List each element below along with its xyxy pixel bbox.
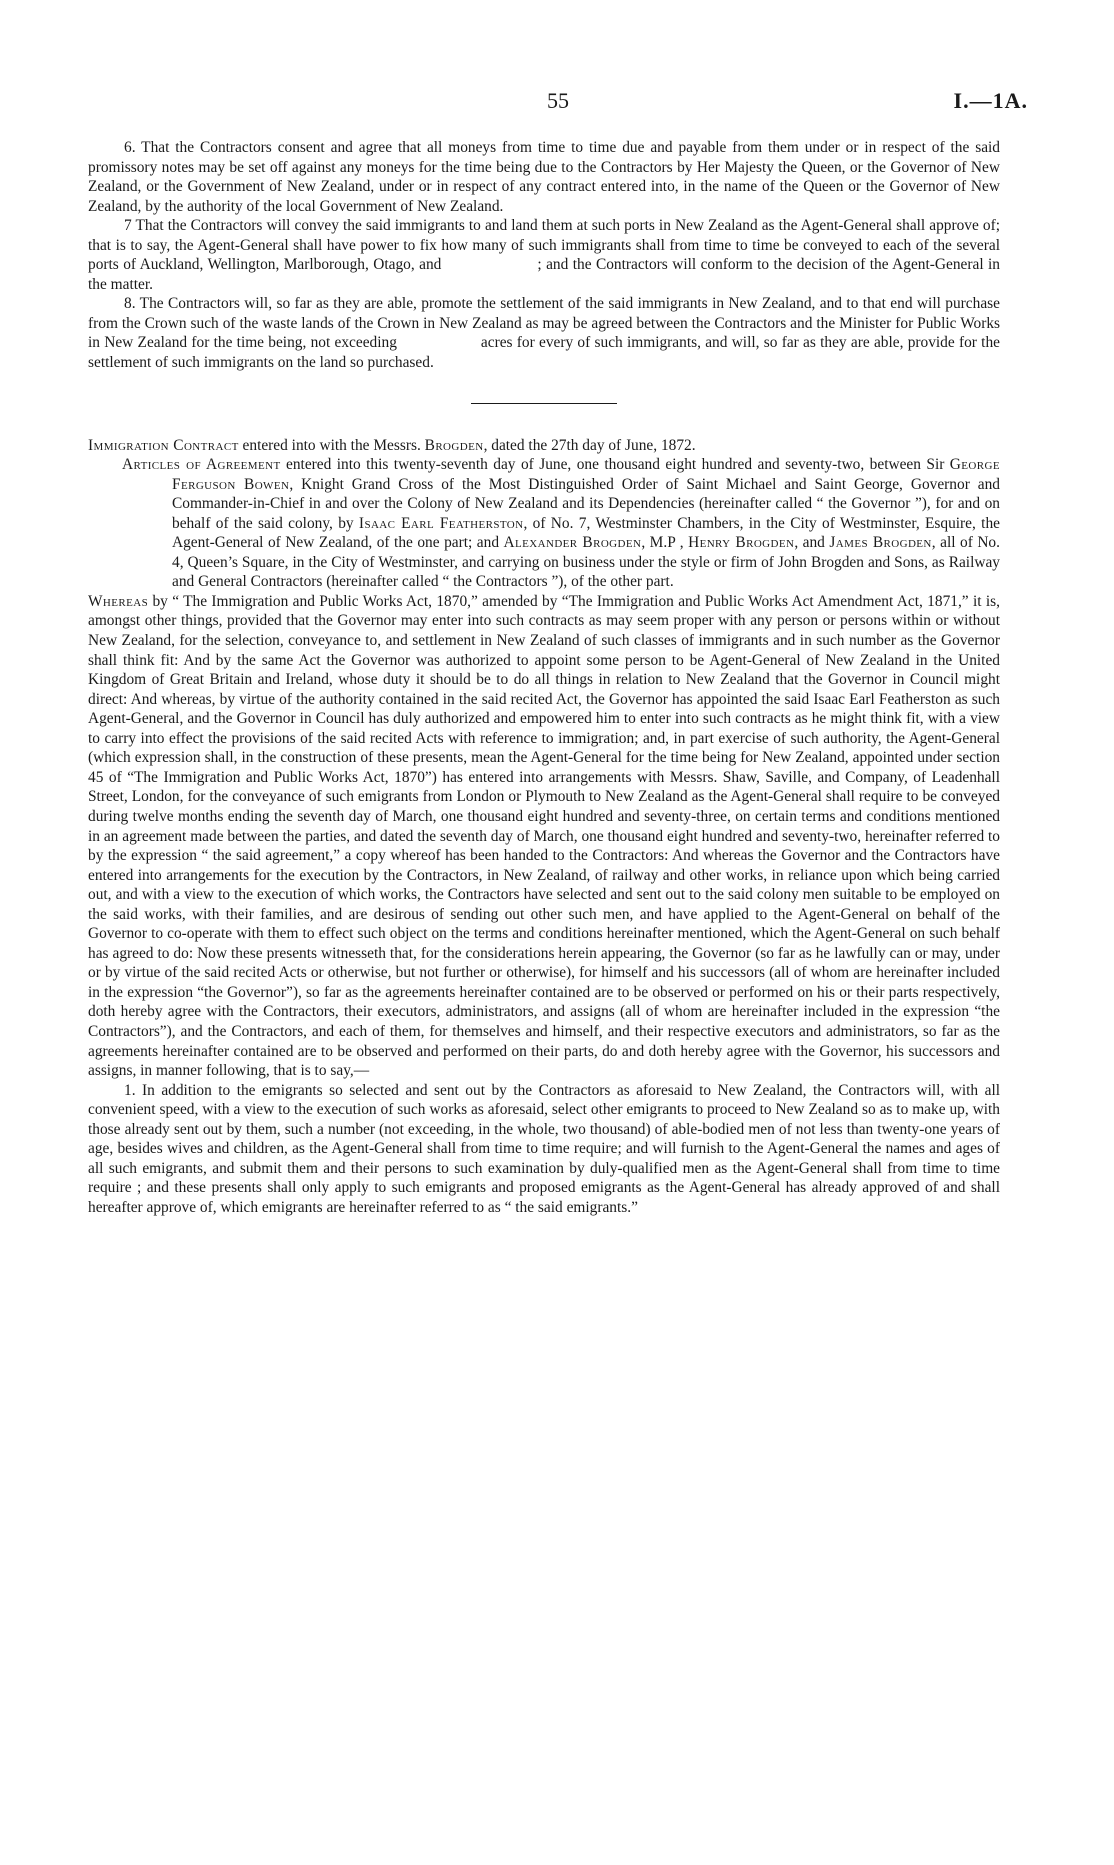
articles-text-3: , of No. 7, Westminster Chambers, in the City of Westminster, Esquire, the Agent-General of New Zealand, of the one part; and bbox=[172, 514, 1000, 552]
articles-lead: Articles of Agreement bbox=[122, 456, 281, 474]
articles-text-4: , M.P , bbox=[641, 534, 684, 552]
contract-title-lead: Immigration Contract bbox=[88, 436, 239, 454]
document-body bbox=[88, 138, 1000, 1217]
party-henry-brogden: Henry Brogden bbox=[688, 534, 795, 552]
articles-text-2: , Knight Grand Cross of the Most Distinguished Order of Saint Michael and Saint George, Governor and Commander-in-Chief in and over the Colony of New Zealand and its Dependencies (hereinafter called “ the Governor ”), for and on behalf of the said colony, by bbox=[172, 475, 1000, 532]
page-reference: I.—1A. bbox=[953, 88, 1028, 113]
clause-7 bbox=[88, 216, 1000, 294]
page-header bbox=[88, 88, 1028, 118]
articles-text-5: , and bbox=[794, 534, 825, 552]
whereas-text: by “ The Immigration and Public Works Act, 1870,” amended by “The Immigration and Public Works Act Amendment Act, 1871,” it is, amongst other things, provided that the Governor may enter into such contracts as may seem proper with any person or persons within or without New Zealand, for the selection, conveyance to, and settlement in New Zealand of such classes of immigrants and in such number as the Governor shall think fit: And by the same Act the Governor was authorized to appoint some person to be Agent-General of New Zealand in the United Kingdom of Great Britain and Ireland, whose duty it should be to do all things in relation to New Zealand that the Governor in Council might direct: And whereas, by virtue of the authority contained in the said recited Act, the Governor has appointed the said Isaac Earl Featherston as such Agent-General, and the Governor in Council has duly authorized and empowered him to enter into such contracts as he might think fit, with a view to carry into effect the provisions of the said recited Acts with reference to immigration; and, in part exercise of such authority, the Agent-General (which expression shall, in the construction of these presents, mean the Agent-General for the time being for New Zealand, appointed under section 45 of “The Immigration and Public Works Act, 1870”) has entered into arrangements with Messrs. Shaw, Saville, and Company, of Leadenhall Street, London, for the conveyance of such emigrants from London or Plymouth to New Zealand as the Agent-General shall require to be conveyed during twelve months ending the seventh day of March, one thousand eight hundred and seventy-three, on certain terms and conditions mentioned in an agreement made between the parties, and dated the seventh day of March, one thousand eight hundred and seventy-two, hereinafter referred to by the expression “ the said agreement,” a copy whereof has been handed to the Contractors: And whereas the Governor and the Contractors have entered into arrangements for the execution by the Contractors, in New Zealand, of railway and other works, in reliance upon which being carried out, and with a view to the execution of which works, the Contractors have selected and sent out to the said colony men suitable to be employed on the said works, with their families, and are desirous of sending out other such men, and have applied to the Agent-General on behalf of the Governor to co-operate with them to effect such object on the terms and conditions hereinafter mentioned, which the Agent-General on such behalf has agreed to do: Now these presents witnesseth that, for the considerations herein appearing, the Governor (so far as he lawfully can or may, under or by virtue of the said recited Acts or otherwise, but not further or otherwise), for himself and his successors (all of whom are hereinafter included in the expression “the Governor”), so far as the agreements hereinafter contained are to be observed or performed on his or their parts respectively, doth hereby agree with the Contractors, their executors, administrators, and assigns (all of whom are hereinafter included in the expression “the Contractors”), and the Contractors, and each of them, for themselves and himself, and their respective executors and administrators, so far as the agreements hereinafter contained are to be observed and performed on their parts, do and doth hereby agree with the Governor, his successors and assigns, in manner following, that is to say,— bbox=[88, 592, 1000, 1080]
articles-text-6: , all of No. 4, Queen’s Square, in the City of Westminster, and carrying on business under the style or firm of John Brogden and Sons, as Railway and General Contractors (hereinafter called “ the Contractors ”), of the other part. bbox=[172, 534, 1000, 591]
party-governor-name: George Ferguson Bowen bbox=[172, 456, 1000, 493]
section-divider bbox=[471, 403, 617, 404]
page-number: 55 bbox=[547, 88, 569, 113]
contract-title-date: , dated the 27th day of June, 1872. bbox=[483, 436, 696, 454]
articles-of-agreement bbox=[88, 455, 1000, 592]
clause-8 bbox=[88, 294, 1000, 372]
clause-1: 1. In addition to the emigrants so selected and sent out by the Contractors as aforesaid to New Zealand, the Contractors will, with all convenient speed, with a view to the execution of such works as aforesaid, select other emigrants to proceed to New Zealand so as to make up, with those already sent out by them, such a number (not exceeding, in the whole, two thousand) of able-bodied men of not less than twenty-one years of age, besides wives and children, as the Agent-General shall from time to time require; and will furnish to the Agent-General the names and ages of all such emigrants, and submit them and their persons to such examination by duly-qualified men as the Agent-General shall from time to time require ; and these presents shall only apply to such emigrants and proposed emigrants as the Agent-General has already approved of and shall hereafter approve of, which emigrants are hereinafter referred to as “ the said emigrants.” bbox=[88, 1081, 1000, 1216]
party-agent-general-name: Isaac Earl Featherston bbox=[358, 514, 524, 532]
clause-8-text-b: acres for every of such immigrants, and will, so far as they are able, provide for the settlement of such immigrants on the land so purchased. bbox=[88, 334, 1000, 372]
contract-title-mid: entered into with the Messrs. bbox=[242, 436, 421, 454]
contract-title bbox=[88, 436, 1000, 456]
clause-8-text-a: 8. The Contractors will, so far as they are able, promote the settlement of the said immigrants in New Zealand, and to that end will purchase from the Crown such of the waste lands of the Crown in New Zealand as may be agreed between the Contractors and the Minister for Public Works in New Zealand for the time being, not exceeding bbox=[88, 295, 1000, 352]
party-james-brogden: James Brogden bbox=[829, 534, 932, 552]
articles-text-1: entered into this twenty-seventh day of June, one thousand eight hundred and seventy-two, between Sir bbox=[286, 456, 945, 474]
clause-7-text-b: ; and the Contractors will conform to the decision of the Agent-General in the matter. bbox=[88, 256, 1000, 293]
whereas-recital bbox=[88, 592, 1000, 1081]
clause-6: 6. That the Contractors consent and agree that all moneys from time to time due and payable from them under or in respect of the said promissory notes may be set off against any moneys for the time being due to the Contractors by Her Majesty the Queen, or the Governor of New Zealand, or the Government of New Zealand, under or in respect of any contract entered into, in the name of the Queen or the Governor of New Zealand, by the authority of the local Government of New Zealand. bbox=[88, 139, 1000, 215]
clause-7-text-a: 7 That the Contractors will convey the said immigrants to and land them at such ports in New Zealand as the Agent-General shall approve of; that is to say, the Agent-General shall have power to fix how many of such immigrants shall from time to time be conveyed to each of the several ports of Auckland, Wellington, Marlborough, Otago, and bbox=[88, 217, 1000, 274]
whereas-lead: Whereas bbox=[88, 592, 149, 610]
party-alexander-brogden: Alexander Brogden bbox=[503, 534, 642, 552]
contract-title-name: Brogden bbox=[424, 436, 484, 454]
